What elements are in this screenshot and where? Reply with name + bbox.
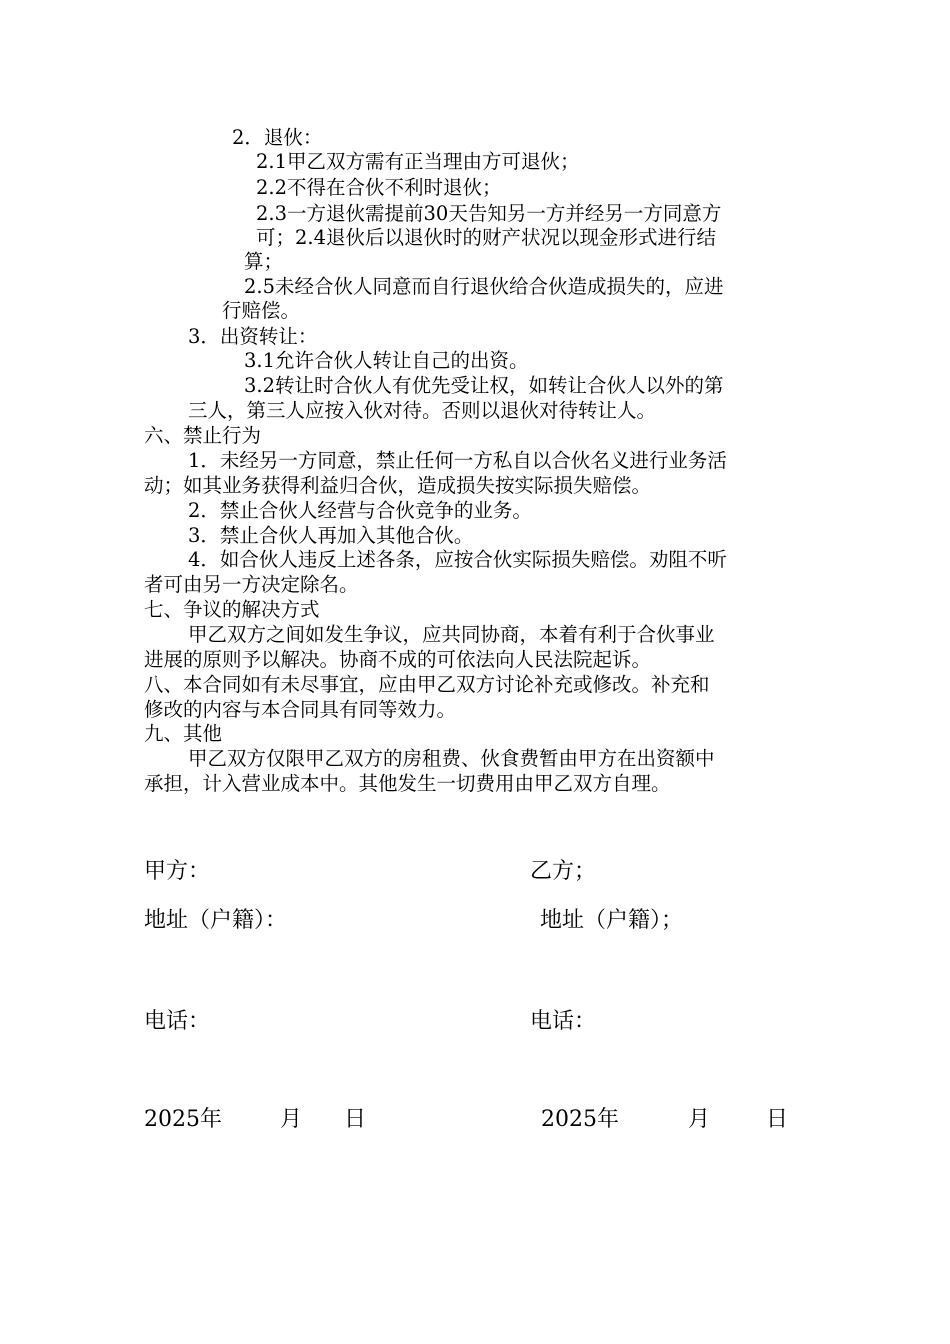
transfer-item-3-2-line2: 三人，第三人应按入伙对待。否则以退伙对待转让人。 (188, 399, 657, 422)
party-a-date-year: 2025年 (144, 1107, 222, 1132)
section8-line1: 八、本合同如有未尽事宜，应由甲乙双方讨论补充或修改。补充和 (144, 673, 710, 696)
withdrawal-item-2-5-line1: 2.5未经合伙人同意而自行退伙给合伙造成损失的，应进 (244, 275, 724, 298)
party-b-phone-label: 电话： (530, 1009, 597, 1034)
party-b-label: 乙方； (530, 859, 597, 884)
section6-item2: 2．禁止合伙人经营与合伙竞争的业务。 (188, 499, 532, 522)
section6-item1-line2: 动；如其业务获得利益归合伙，造成损失按实际损失赔偿。 (144, 474, 652, 497)
party-a-phone-label: 电话： (144, 1009, 211, 1034)
withdrawal-item-2-2: 2.2不得在合伙不利时退伙； (256, 176, 502, 199)
section9-heading: 九、其他 (144, 722, 223, 745)
section7-heading: 七、争议的解决方式 (144, 598, 320, 621)
withdrawal-item-2-5-line2: 行赔偿。 (222, 299, 301, 322)
withdrawal-item-2-1: 2.1甲乙双方需有正当理由方可退伙； (256, 150, 580, 173)
party-a-label: 甲方： (144, 859, 211, 884)
section6-item1-line1: 1．未经另一方同意，禁止任何一方私自以合伙名义进行业务活 (188, 449, 727, 472)
section6-item4-line1: 4．如合伙人违反上述各条，应按合伙实际损失赔偿。劝阻不听 (188, 548, 727, 571)
section6-heading: 六、禁止行为 (144, 424, 262, 447)
transfer-item-3-1: 3.1允许合伙人转让自己的出资。 (244, 349, 529, 372)
party-b-address-label: 地址（户籍）； (540, 908, 684, 933)
section6-item3: 3．禁止合伙人再加入其他合伙。 (188, 524, 474, 547)
party-b-date-month: 月 (688, 1107, 711, 1132)
section6-item4-line2: 者可由另一方决定除名。 (144, 573, 359, 596)
transfer-heading: 3．出资转让： (188, 325, 318, 348)
party-a-address-label: 地址（户籍）： (144, 908, 288, 933)
section7-body-line1: 甲乙双方之间如发生争议，应共同协商，本着有利于合伙事业 (188, 623, 715, 646)
party-b-date-day: 日 (766, 1107, 789, 1132)
withdrawal-item-2-3-line1: 2.3一方退伙需提前30天告知另一方并经另一方同意方 (256, 202, 722, 225)
withdrawal-item-2-3-line2: 可；2.4退伙后以退伙时的财产状况以现金形式进行结 (256, 226, 717, 249)
section9-body-line2: 承担，计入营业成本中。其他发生一切费用由甲乙双方自理。 (144, 772, 671, 795)
withdrawal-heading: 2．退伙： (232, 126, 323, 149)
section9-body-line1: 甲乙双方仅限甲乙双方的房租费、伙食费暂由甲方在出资额中 (188, 747, 715, 770)
party-a-date-day: 日 (344, 1107, 367, 1132)
section8-line2: 修改的内容与本合同具有同等效力。 (144, 698, 457, 721)
transfer-item-3-2-line1: 3.2转让时合伙人有优先受让权，如转让合伙人以外的第 (244, 374, 724, 397)
withdrawal-item-2-3-line3: 算； (244, 250, 284, 273)
party-a-date-month: 月 (280, 1107, 303, 1132)
section7-body-line2: 进展的原则予以解决。协商不成的可依法向人民法院起诉。 (144, 648, 652, 671)
party-b-date-year: 2025年 (541, 1107, 619, 1132)
